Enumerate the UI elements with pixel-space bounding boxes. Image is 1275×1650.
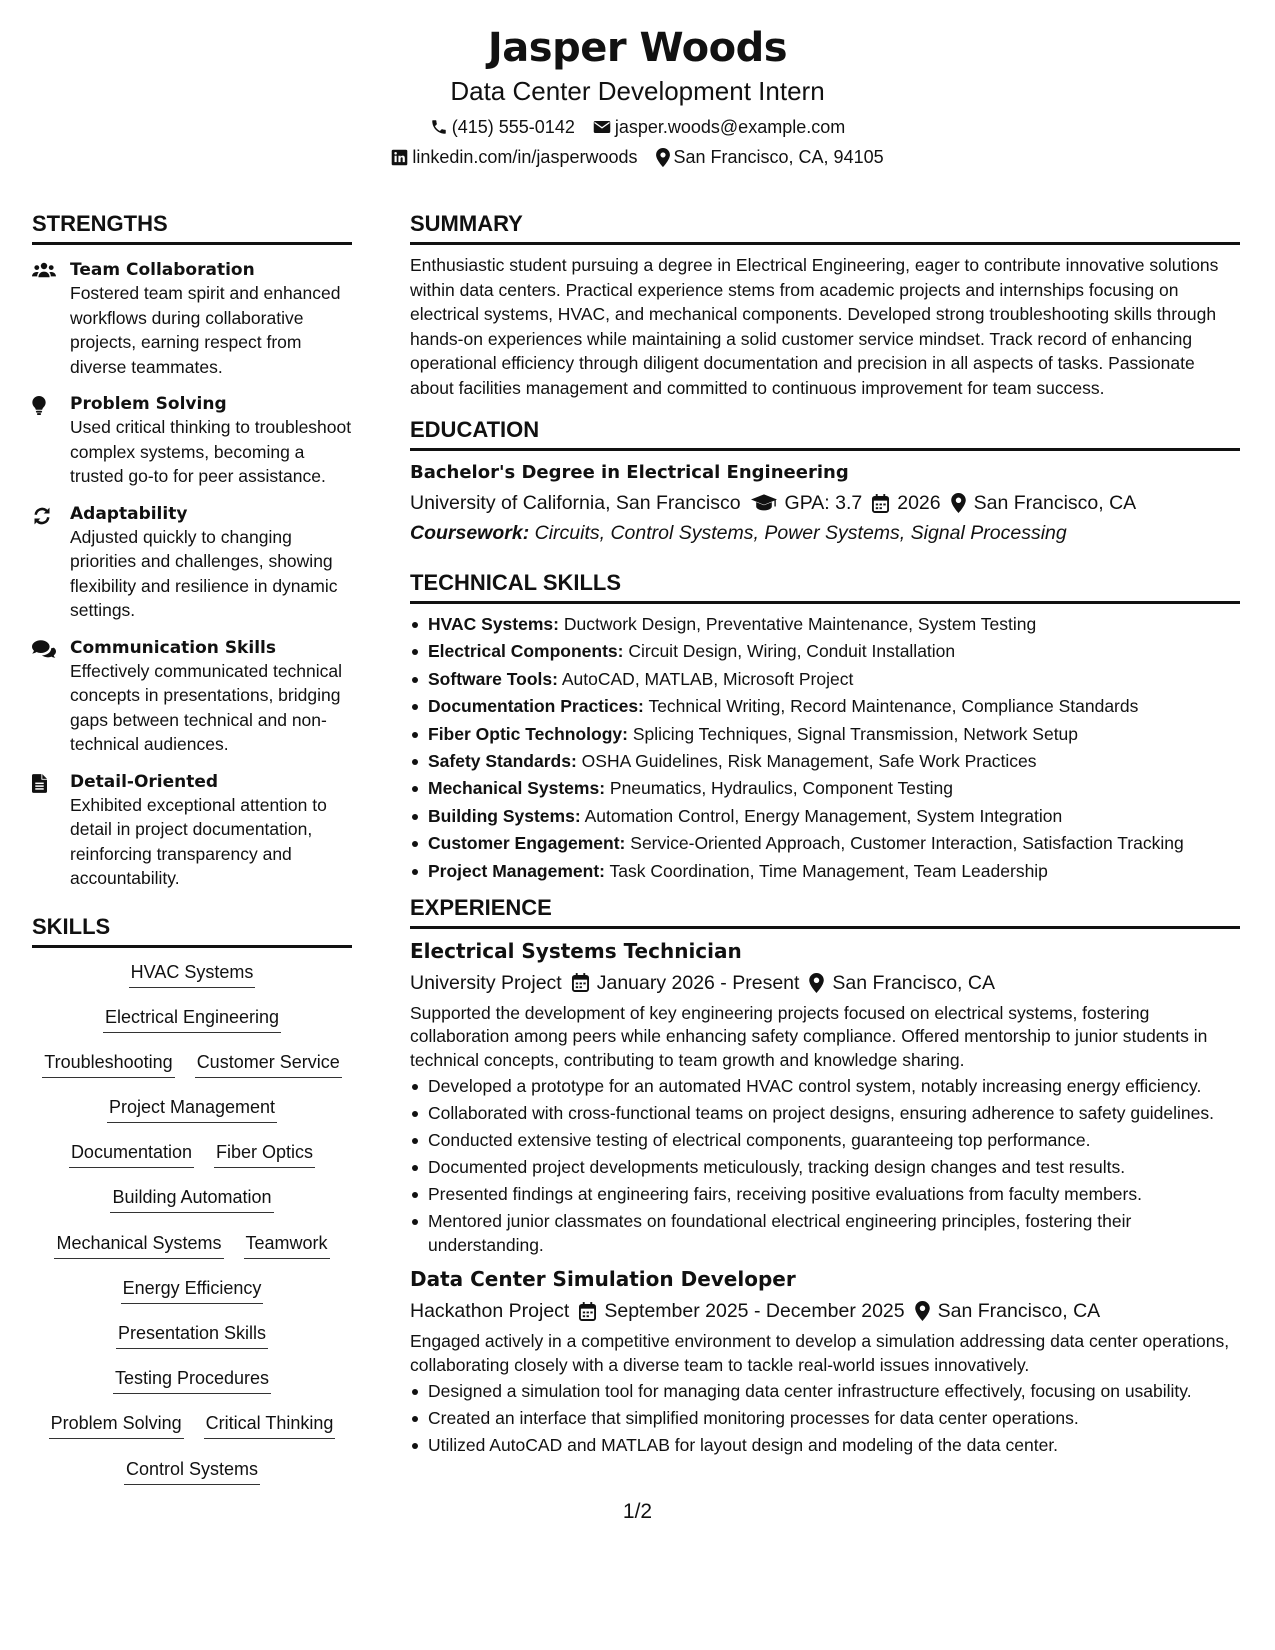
strength-desc: Fostered team spirit and enhanced workflows during collaborative projects, earning respect from diverse teammates. — [70, 283, 341, 377]
skill-tag: Energy Efficiency — [121, 1276, 264, 1304]
contact-line-2 — [0, 146, 1275, 168]
gpa-text: GPA: 3.7 — [784, 492, 863, 514]
users-icon — [32, 262, 56, 278]
list-item: Electrical Components: Circuit Design, Wiring, Conduit Installation — [410, 639, 1240, 663]
job-title: Electrical Systems Technician — [410, 938, 742, 963]
document-icon — [32, 774, 47, 793]
linkedin-item[interactable] — [391, 146, 637, 168]
skill-tag: Testing Procedures — [113, 1366, 271, 1394]
skill-tag: Control Systems — [124, 1457, 260, 1485]
job-meta — [410, 969, 1240, 997]
page-number: 1/2 — [622, 1500, 653, 1523]
job-location: San Francisco, CA — [832, 971, 995, 994]
candidate-role: Data Center Development Intern — [450, 76, 825, 106]
graduation-cap-icon — [751, 494, 777, 512]
coursework-label: Coursework: — [410, 522, 530, 544]
list-item: Presented findings at engineering fairs, receiving positive evaluations from faculty members. — [410, 1182, 1240, 1206]
email-item[interactable] — [593, 116, 845, 138]
strength-title: Communication Skills — [70, 637, 276, 658]
skill-tag: Building Automation — [110, 1185, 273, 1213]
lightbulb-icon — [32, 396, 46, 415]
left-column — [32, 210, 352, 1502]
job-entry — [410, 1265, 1240, 1457]
resume-header — [0, 22, 1275, 168]
job-entry — [410, 937, 1240, 1258]
map-pin-icon — [915, 1301, 930, 1321]
skill-tag: Electrical Engineering — [103, 1005, 281, 1033]
skill-tag: Customer Service — [195, 1050, 342, 1078]
job-description: Engaged actively in a competitive environment to develop a simulation addressing data center operations, collaborating closely with a diverse team to tackle real-world issues innovatively. — [410, 1331, 1230, 1375]
phone-item — [430, 116, 575, 138]
job-dates: January 2026 - Present — [596, 971, 800, 994]
job-meta — [410, 1297, 1240, 1325]
linkedin-text[interactable]: linkedin.com/in/jasperwoods — [412, 147, 638, 167]
calendar-icon — [579, 1302, 596, 1321]
job-org: University Project — [410, 971, 562, 994]
technical-skills-list — [410, 612, 1240, 883]
strength-desc: Adjusted quickly to changing priorities and challenges, showing flexibility and resilience in dynamic settings. — [70, 526, 338, 620]
list-item: Mentored junior classmates on foundational electrical engineering principles, fostering their understanding. — [410, 1209, 1240, 1257]
job-dates: September 2025 - December 2025 — [604, 1300, 905, 1323]
list-item: Safety Standards: OSHA Guidelines, Risk Management, Safe Work Practices — [410, 749, 1240, 773]
strength-item — [32, 503, 352, 623]
strength-item — [32, 771, 352, 891]
list-item: Fiber Optic Technology: Splicing Techniques, Signal Transmission, Network Setup — [410, 722, 1240, 746]
map-pin-icon — [809, 973, 824, 993]
coursework — [410, 519, 1240, 547]
skill-tag: Documentation — [69, 1140, 194, 1168]
contact-line-1 — [0, 116, 1275, 138]
coursework-text: Circuits, Control Systems, Power Systems, Signal Processing — [534, 522, 1067, 544]
list-item: Collaborated with cross-functional teams on project designs, ensuring adherence to safety guidelines. — [410, 1101, 1240, 1125]
education-meta — [410, 489, 1240, 517]
strength-desc: Exhibited exceptional attention to detail in project documentation, reinforcing transparency and accountability. — [70, 794, 327, 888]
map-pin-icon — [951, 493, 966, 513]
candidate-name: Jasper Woods — [487, 25, 788, 71]
degree-title: Bachelor's Degree in Electrical Engineering — [410, 462, 849, 483]
list-item: Utilized AutoCAD and MATLAB for layout design and modeling of the data center. — [410, 1433, 1240, 1457]
education-heading: EDUCATION — [410, 416, 1240, 451]
strength-title: Detail-Oriented — [70, 771, 219, 792]
calendar-icon — [872, 494, 889, 513]
list-item: Documented project developments meticulously, tracking design changes and test results. — [410, 1155, 1240, 1179]
education-location: San Francisco, CA — [973, 492, 1137, 514]
summary-text: Enthusiastic student pursuing a degree in Electrical Engineering, eager to contribute innovative solutions within data centers. Practical experience stems from academic projects and internships focusing on electrical systems, HVAC, and mechanical components. Developed strong troubleshooting skills through hands-on experiences while maintaining a solid customer service mindset. Track record of enhancing operational efficiency through diligent documentation and precision in all aspects of tasks. Passionate about facilities management and committed to continuous improvement for team success. — [410, 255, 1219, 398]
skill-tag: Teamwork — [244, 1231, 330, 1259]
graduation-year: 2026 — [897, 492, 941, 514]
job-bullets — [410, 1074, 1240, 1257]
skills-heading: SKILLS — [32, 913, 352, 948]
technical-skills-heading: TECHNICAL SKILLS — [410, 569, 1240, 604]
experience-heading: EXPERIENCE — [410, 894, 1240, 929]
calendar-icon — [572, 973, 589, 992]
list-item: Mechanical Systems: Pneumatics, Hydraulics, Component Testing — [410, 776, 1240, 800]
list-item: Documentation Practices: Technical Writing, Record Maintenance, Compliance Standards — [410, 694, 1240, 718]
job-title: Data Center Simulation Developer — [410, 1267, 796, 1292]
map-pin-icon — [656, 148, 670, 167]
envelope-icon — [593, 119, 611, 135]
list-item: Project Management: Task Coordination, Time Management, Team Leadership — [410, 859, 1240, 883]
skill-tag: Troubleshooting — [42, 1050, 174, 1078]
strength-item — [32, 259, 352, 379]
list-item: Customer Engagement: Service-Oriented Approach, Customer Interaction, Satisfaction Tracking — [410, 831, 1240, 855]
strength-title: Adaptability — [70, 503, 188, 524]
school-name: University of California, San Francisco — [410, 492, 741, 514]
list-item: Conducted extensive testing of electrical components, guaranteeing top performance. — [410, 1128, 1240, 1152]
skill-tags — [32, 960, 352, 1502]
refresh-icon — [32, 506, 52, 526]
list-item: Building Systems: Automation Control, Energy Management, System Integration — [410, 804, 1240, 828]
strength-item — [32, 393, 352, 489]
list-item: Created an interface that simplified monitoring processes for data center operations. — [410, 1406, 1240, 1430]
skill-tag: Fiber Optics — [214, 1140, 315, 1168]
list-item: Designed a simulation tool for managing data center infrastructure effectively, focusing on usability. — [410, 1379, 1240, 1403]
skill-tag: Critical Thinking — [204, 1411, 336, 1439]
linkedin-icon — [391, 149, 408, 166]
job-location: San Francisco, CA — [937, 1300, 1101, 1323]
strength-desc: Effectively communicated technical concepts in presentations, bridging gaps between technical and non-technical audiences. — [70, 660, 343, 754]
right-column — [410, 210, 1240, 1460]
skill-tag: Presentation Skills — [116, 1321, 268, 1349]
summary-heading: SUMMARY — [410, 210, 1240, 245]
strengths-heading: STRENGTHS — [32, 210, 352, 245]
list-item: Developed a prototype for an automated HVAC control system, notably increasing energy efficiency. — [410, 1074, 1240, 1098]
location-item — [656, 146, 884, 168]
skill-tag: Mechanical Systems — [54, 1231, 223, 1259]
email-text[interactable]: jasper.woods@example.com — [614, 117, 846, 137]
list-item: Software Tools: AutoCAD, MATLAB, Microsoft Project — [410, 667, 1240, 691]
phone-icon — [430, 118, 448, 136]
skill-tag: Project Management — [107, 1095, 277, 1123]
job-org: Hackathon Project — [410, 1300, 570, 1323]
job-description: Supported the development of key engineering projects focused on electrical systems, fostering collaboration among peers while enhancing safety compliance. Offered mentorship to junior students in technical concepts, contributing to team growth and knowledge sharing. — [410, 1002, 1208, 1070]
skill-tag: Problem Solving — [49, 1411, 184, 1439]
list-item: HVAC Systems: Ductwork Design, Preventative Maintenance, System Testing — [410, 612, 1240, 636]
strength-desc: Used critical thinking to troubleshoot complex systems, becoming a trusted go-to for peer assistance. — [70, 417, 352, 486]
phone-text: (415) 555-0142 — [451, 117, 575, 137]
strength-title: Problem Solving — [70, 394, 227, 414]
job-bullets — [410, 1379, 1240, 1457]
location-text: San Francisco, CA, 94105 — [673, 147, 884, 167]
skill-tag: HVAC Systems — [129, 960, 256, 988]
comments-icon — [32, 640, 56, 658]
strength-item — [32, 637, 352, 757]
strength-title: Team Collaboration — [70, 260, 255, 280]
